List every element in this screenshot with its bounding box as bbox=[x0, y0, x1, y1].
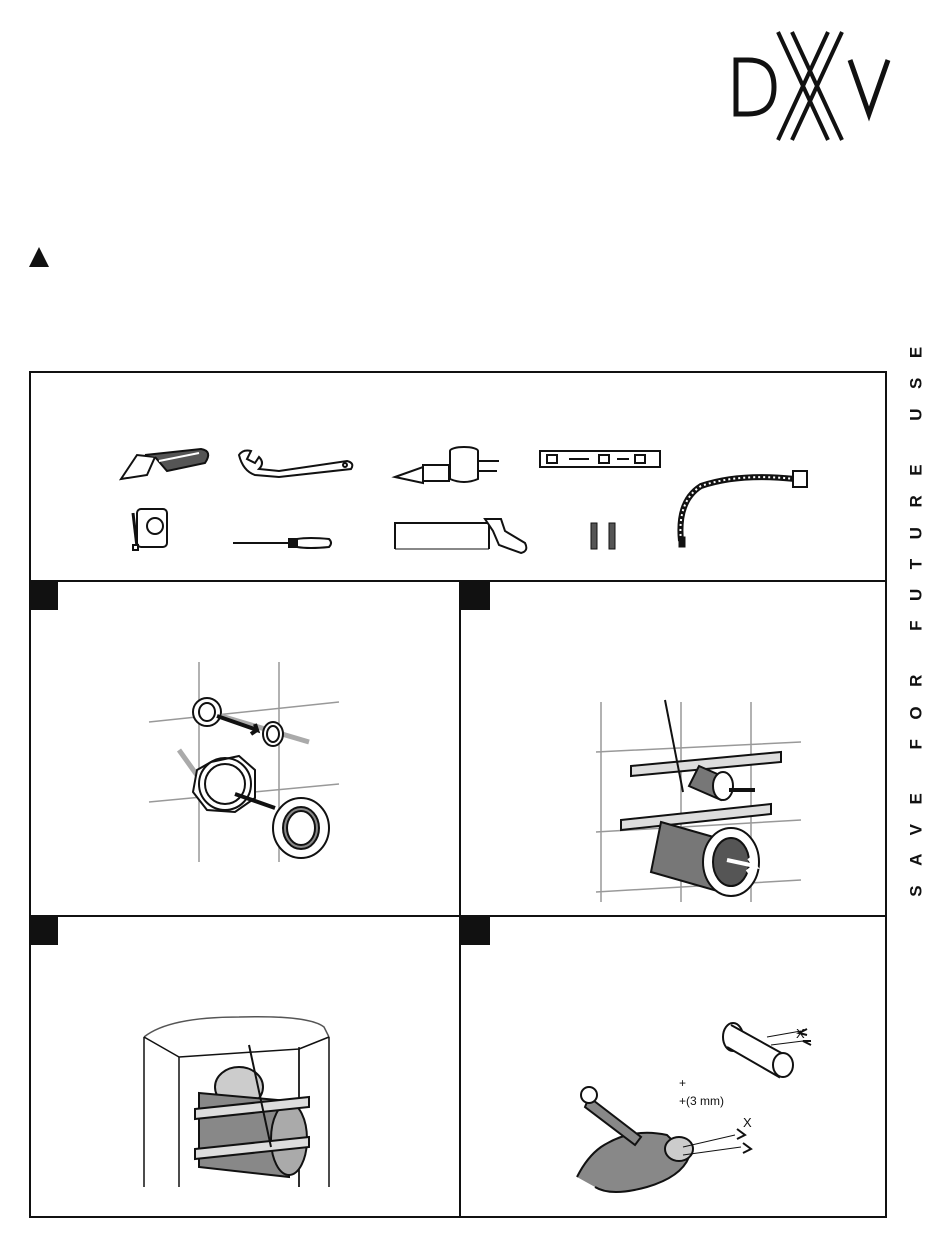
step-number-badge bbox=[29, 917, 58, 945]
bolts-icon bbox=[591, 523, 615, 549]
hacksaw-icon bbox=[395, 519, 526, 553]
dxv-logo bbox=[728, 26, 896, 144]
adjustable-wrench-icon bbox=[239, 451, 352, 478]
step-3-panel bbox=[29, 915, 461, 1218]
measure-pipes-illustration bbox=[591, 692, 811, 912]
cut-pipes-illustration bbox=[571, 1007, 831, 1207]
caulk-gun-icon bbox=[395, 447, 499, 483]
mark-pipes-illustration bbox=[139, 997, 339, 1212]
plus-label: + bbox=[679, 1076, 687, 1090]
remove-caps-illustration bbox=[139, 652, 369, 872]
step-1-panel bbox=[29, 580, 461, 916]
offset-label: +(3 mm) bbox=[679, 1094, 724, 1108]
save-for-future-use-label: SAVE FOR FUTURE USE bbox=[907, 327, 927, 897]
tape-measure-icon bbox=[133, 509, 167, 550]
step-number-badge bbox=[29, 582, 58, 610]
x-measurement-label-lower: X bbox=[743, 1115, 752, 1130]
level-icon bbox=[540, 451, 660, 467]
step-4-panel bbox=[461, 915, 887, 1218]
utility-knife-icon bbox=[121, 449, 208, 479]
step-number-badge bbox=[461, 582, 490, 610]
x-measurement-label-upper: X bbox=[796, 1026, 805, 1041]
screwdriver-icon bbox=[233, 538, 331, 548]
tools-panel bbox=[29, 371, 887, 581]
warning-triangle-icon bbox=[28, 246, 50, 268]
step-2-panel bbox=[461, 580, 887, 916]
step-number-badge bbox=[461, 917, 490, 945]
flex-supply-line-icon bbox=[679, 471, 807, 547]
